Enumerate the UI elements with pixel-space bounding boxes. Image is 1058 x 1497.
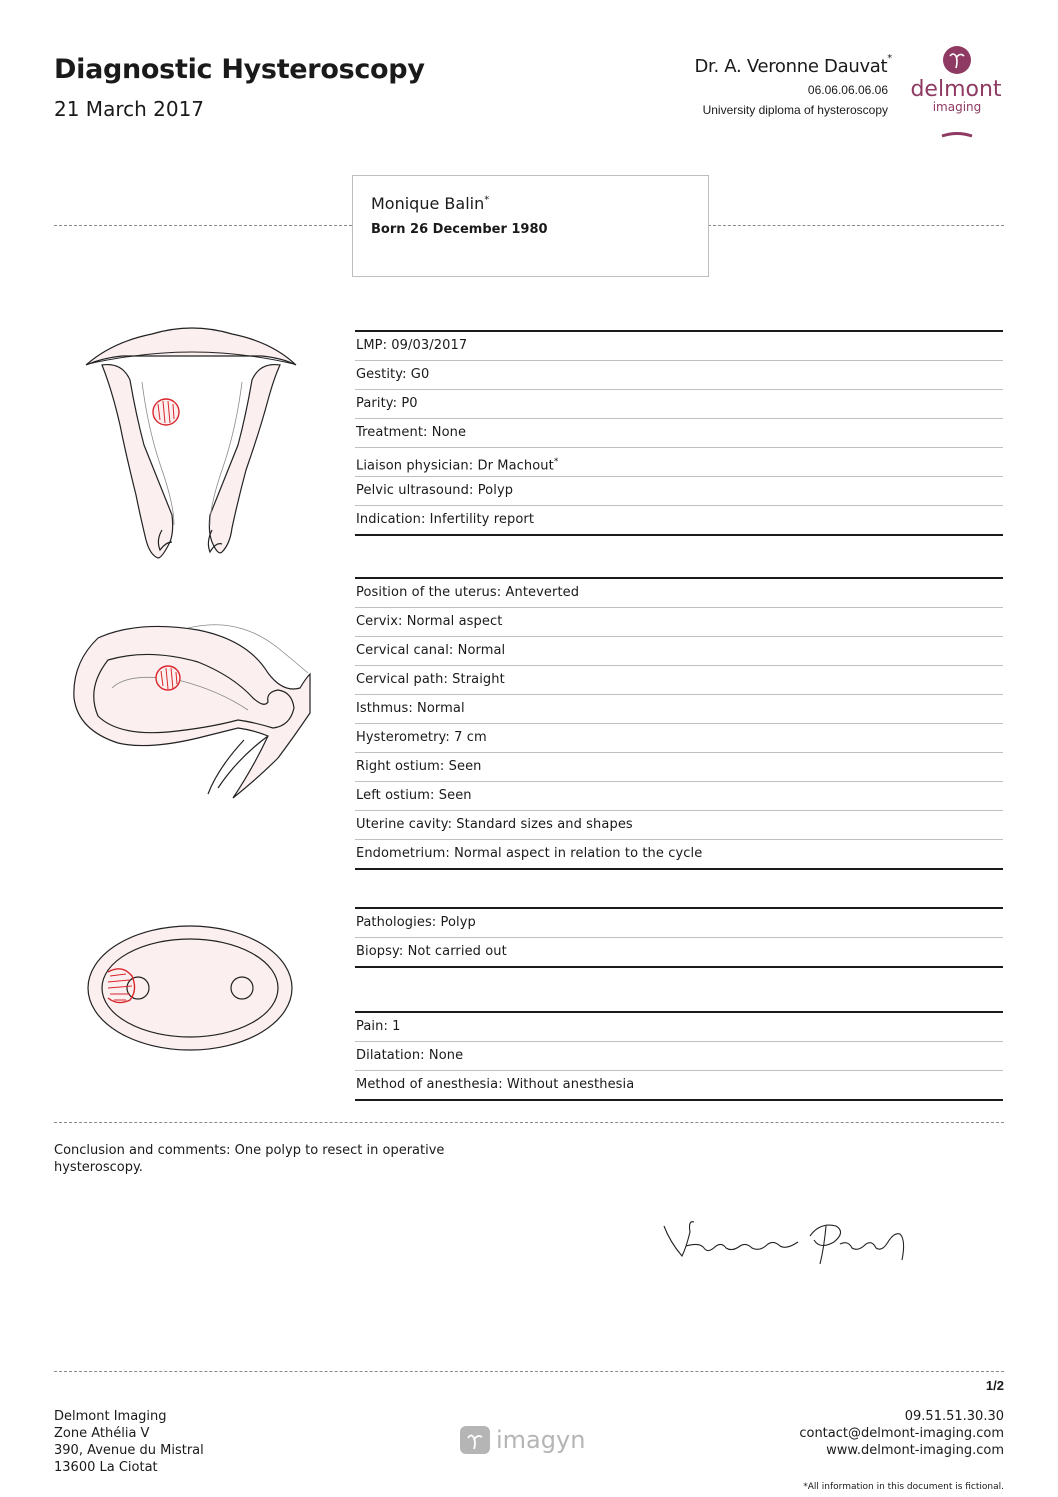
footer-phone: 09.51.51.30.30 <box>904 1409 1004 1424</box>
history-row-gestity: Gestity: G0 <box>355 361 1003 390</box>
imagyn-word: imagyn <box>496 1426 586 1454</box>
history-section <box>355 330 1003 536</box>
patient-birthdate: Born 26 December 1980 <box>371 222 548 237</box>
procedure-row: Method of anesthesia: Without anesthesia <box>356 1077 635 1092</box>
examination-section <box>355 577 1003 870</box>
history-row-treatment: Treatment: None <box>355 419 1003 448</box>
delmont-logo <box>906 44 1006 138</box>
procedure-row: Pain: 1 <box>355 1013 1003 1042</box>
history-row-indication: Indication: Infertility report <box>356 512 535 527</box>
conclusion-text: Conclusion and comments: One polyp to resect in operative hysteroscopy. <box>54 1143 445 1175</box>
patient-asterisk: * <box>484 194 490 206</box>
logo-word: delmont <box>910 77 1002 102</box>
exam-row: Isthmus: Normal <box>355 695 1003 724</box>
divider <box>54 225 352 226</box>
right-ostium-icon <box>231 977 253 999</box>
uterine-cavity-diagram <box>86 924 296 1054</box>
patient-card <box>352 175 709 277</box>
liaison-text: Liaison physician: Dr Machout <box>356 458 554 474</box>
report-date: 21 March 2017 <box>54 97 205 121</box>
findings-row: Biopsy: Not carried out <box>356 944 507 959</box>
exam-row: Position of the uterus: Anteverted <box>355 579 1003 608</box>
exam-row: Cervix: Normal aspect <box>355 608 1003 637</box>
footer-address-line: Zone Athélia V <box>54 1426 150 1441</box>
uterus-frontal-diagram <box>82 320 302 565</box>
exam-row: Cervical path: Straight <box>355 666 1003 695</box>
page-title: Diagnostic Hysteroscopy <box>54 54 425 85</box>
exam-row: Endometrium: Normal aspect in relation to the cycle <box>356 846 703 861</box>
uterus-sagittal-diagram <box>68 618 318 808</box>
polyp-mark-icon <box>153 399 179 425</box>
footer-company: Delmont Imaging <box>54 1409 167 1424</box>
exam-row: Uterine cavity: Standard sizes and shapes <box>355 811 1003 840</box>
exam-row: Hysterometry: 7 cm <box>355 724 1003 753</box>
footer-contact <box>799 1408 1004 1459</box>
doctor-asterisk: * <box>887 53 892 64</box>
footer-email: contact@delmont-imaging.com <box>799 1426 1004 1441</box>
divider <box>54 1371 1004 1372</box>
footer-address <box>54 1408 204 1476</box>
procedure-section <box>355 1011 1003 1101</box>
exam-row: Left ostium: Seen <box>355 782 1003 811</box>
doctor-name-text: Dr. A. Veronne Dauvat <box>694 56 888 77</box>
logo-sub: imaging <box>932 100 982 114</box>
patient-name <box>371 194 489 213</box>
signature <box>660 1212 920 1272</box>
imagyn-logo <box>458 1422 608 1458</box>
doctor-diploma: University diploma of hysteroscopy <box>702 103 888 117</box>
history-row-liaison <box>355 448 1003 477</box>
doctor-phone: 06.06.06.06.06 <box>807 83 888 97</box>
footer-address-line: 390, Avenue du Mistral <box>54 1443 204 1458</box>
findings-section <box>355 907 1003 968</box>
doctor-name <box>694 53 892 77</box>
page-number: 1/2 <box>985 1378 1004 1393</box>
findings-row: Pathologies: Polyp <box>355 909 1003 938</box>
footer-website: www.delmont-imaging.com <box>826 1443 1004 1458</box>
history-row-lmp: LMP: 09/03/2017 <box>355 332 1003 361</box>
exam-row: Right ostium: Seen <box>355 753 1003 782</box>
history-row-ultrasound: Pelvic ultrasound: Polyp <box>355 477 1003 506</box>
exam-row: Cervical canal: Normal <box>355 637 1003 666</box>
divider <box>54 1122 1004 1123</box>
divider <box>708 225 1004 226</box>
footer-address-line: 13600 La Ciotat <box>54 1460 158 1475</box>
left-ostium-icon <box>127 977 149 999</box>
liaison-asterisk: * <box>553 457 559 467</box>
history-row-parity: Parity: P0 <box>355 390 1003 419</box>
disclaimer: *All information in this document is fictional. <box>803 1482 1004 1492</box>
procedure-row: Dilatation: None <box>355 1042 1003 1071</box>
patient-name-text: Monique Balin <box>371 194 485 213</box>
